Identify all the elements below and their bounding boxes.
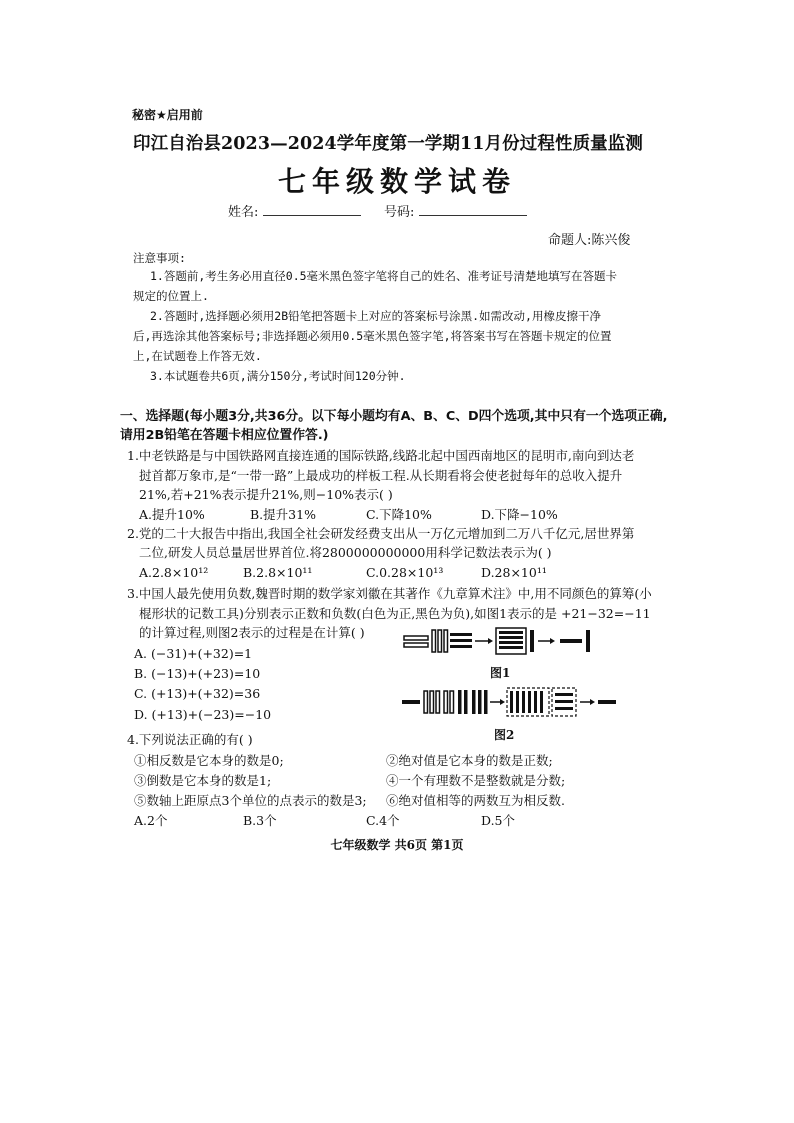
q2-option-d[interactable]: D.28×10¹¹ — [481, 565, 547, 580]
figure-2-label: 图2 — [494, 728, 515, 742]
figure-1-label: 图1 — [490, 666, 511, 680]
q3-option-c[interactable]: C. (+13)+(+32)=36 — [134, 686, 261, 701]
question-2-line: 2.党的二十大报告中指出,我国全社会研发经费支出从一万亿元增加到二万八千亿元,居世界第 — [127, 526, 635, 541]
name-field — [228, 201, 361, 220]
note-line: 1.答题前,考生务必用直径0.5毫米黑色签字笔将自己的姓名、准考证号清楚地填写在答题卡 — [150, 269, 618, 283]
figure-1-counting-rods — [400, 625, 600, 659]
name-input-line[interactable] — [263, 203, 361, 216]
q1-option-b[interactable]: B.提升31% — [250, 507, 316, 522]
question-3-line: 的计算过程,则图2表示的过程是在计算( ) — [139, 625, 365, 640]
q4-option-a[interactable]: A.2个 — [134, 813, 168, 828]
q4-statement: ⑤数轴上距原点3个单位的点表示的数是3; — [134, 793, 367, 808]
section-heading: 请用2B铅笔在答题卡相应位置作答.) — [120, 428, 329, 443]
question-3-line: 3.中国人最先使用负数,魏晋时期的数学家刘徽在其著作《九章算术注》中,用不同颜色的算筹(小 — [127, 586, 652, 601]
page-footer: 七年级数学 共6页 第1页 — [330, 838, 464, 852]
q1-option-a[interactable]: A.提升10% — [139, 507, 205, 522]
number-label: 号码: — [384, 205, 415, 220]
q3-option-d[interactable]: D. (+13)+(−23)=−10 — [134, 707, 272, 722]
question-1-line: 挝首都万象市,是“一带一路”上最成功的样板工程.从长期看将会使老挝每年的总收入提升 — [139, 468, 623, 483]
note-line: 上,在试题卷上作答无效. — [133, 349, 262, 363]
q2-option-a[interactable]: A.2.8×10¹² — [139, 565, 209, 580]
note-line: 规定的位置上. — [133, 289, 209, 303]
number-input-line[interactable] — [419, 203, 527, 216]
q1-option-c[interactable]: C.下降10% — [366, 507, 432, 522]
q4-statement: ③倒数是它本身的数是1; — [134, 773, 272, 788]
q4-statement: ②绝对值是它本身的数是正数; — [386, 753, 553, 768]
q4-option-d[interactable]: D.5个 — [481, 813, 516, 828]
question-1-line: 1.中老铁路是与中国铁路网直接连通的国际铁路,线路北起中国西南地区的昆明市,南向到达老 — [127, 448, 635, 463]
note-line: 2.答题时,选择题必须用2B铅笔把答题卡上对应的答案标号涂黑.如需改动,用橡皮擦干净 — [150, 309, 601, 323]
figure-2-counting-rods — [400, 686, 618, 720]
q4-option-c[interactable]: C.4个 — [366, 813, 400, 828]
notes-title: 注意事项: — [133, 251, 186, 265]
question-2-line: 二位,研发人员总量居世界首位.将2800000000000用科学记数法表示为( ) — [139, 545, 552, 560]
q3-option-a[interactable]: A. (−31)+(+32)=1 — [134, 646, 253, 661]
q4-statement: ④一个有理数不是整数就是分数; — [386, 773, 566, 788]
note-line: 3.本试题卷共6页,满分150分,考试时间120分钟. — [150, 369, 406, 383]
q2-option-b[interactable]: B.2.8×10¹¹ — [243, 565, 313, 580]
question-4-stem: 4.下列说法正确的有( ) — [127, 732, 253, 747]
question-3-line: 棍形状的记数工具)分别表示正数和负数(白色为正,黑色为负),如图1表示的是 +21−32=−11 — [139, 606, 651, 621]
q4-statement: ⑥绝对值相等的两数互为相反数. — [386, 793, 565, 808]
note-line: 后,再选涂其他答案标号;非选择题必须用0.5毫米黑色签字笔,将答案书写在答题卡规定的位置 — [133, 329, 612, 343]
question-1-line: 21%,若+21%表示提升21%,则−10%表示( ) — [139, 487, 393, 502]
number-field — [384, 201, 527, 220]
author-label: 命题人:陈兴俊 — [548, 233, 631, 248]
section-heading: 一、选择题(每小题3分,共36分。以下每小题均有A、B、C、D四个选项,其中只有一个选项正确, — [120, 409, 668, 424]
q3-option-b[interactable]: B. (−13)+(+23)=10 — [134, 666, 261, 681]
confidential-label: 秘密★启用前 — [132, 108, 203, 122]
q4-statement: ①相反数是它本身的数是0; — [134, 753, 284, 768]
exam-subtitle: 印江自治县2023—2024学年度第一学期11月份过程性质量监测 — [133, 134, 643, 154]
name-label: 姓名: — [228, 205, 259, 220]
q1-option-d[interactable]: D.下降−10% — [481, 507, 558, 522]
exam-title: 七年级数学试卷 — [277, 165, 516, 198]
q2-option-c[interactable]: C.0.28×10¹³ — [366, 565, 444, 580]
q4-option-b[interactable]: B.3个 — [243, 813, 277, 828]
